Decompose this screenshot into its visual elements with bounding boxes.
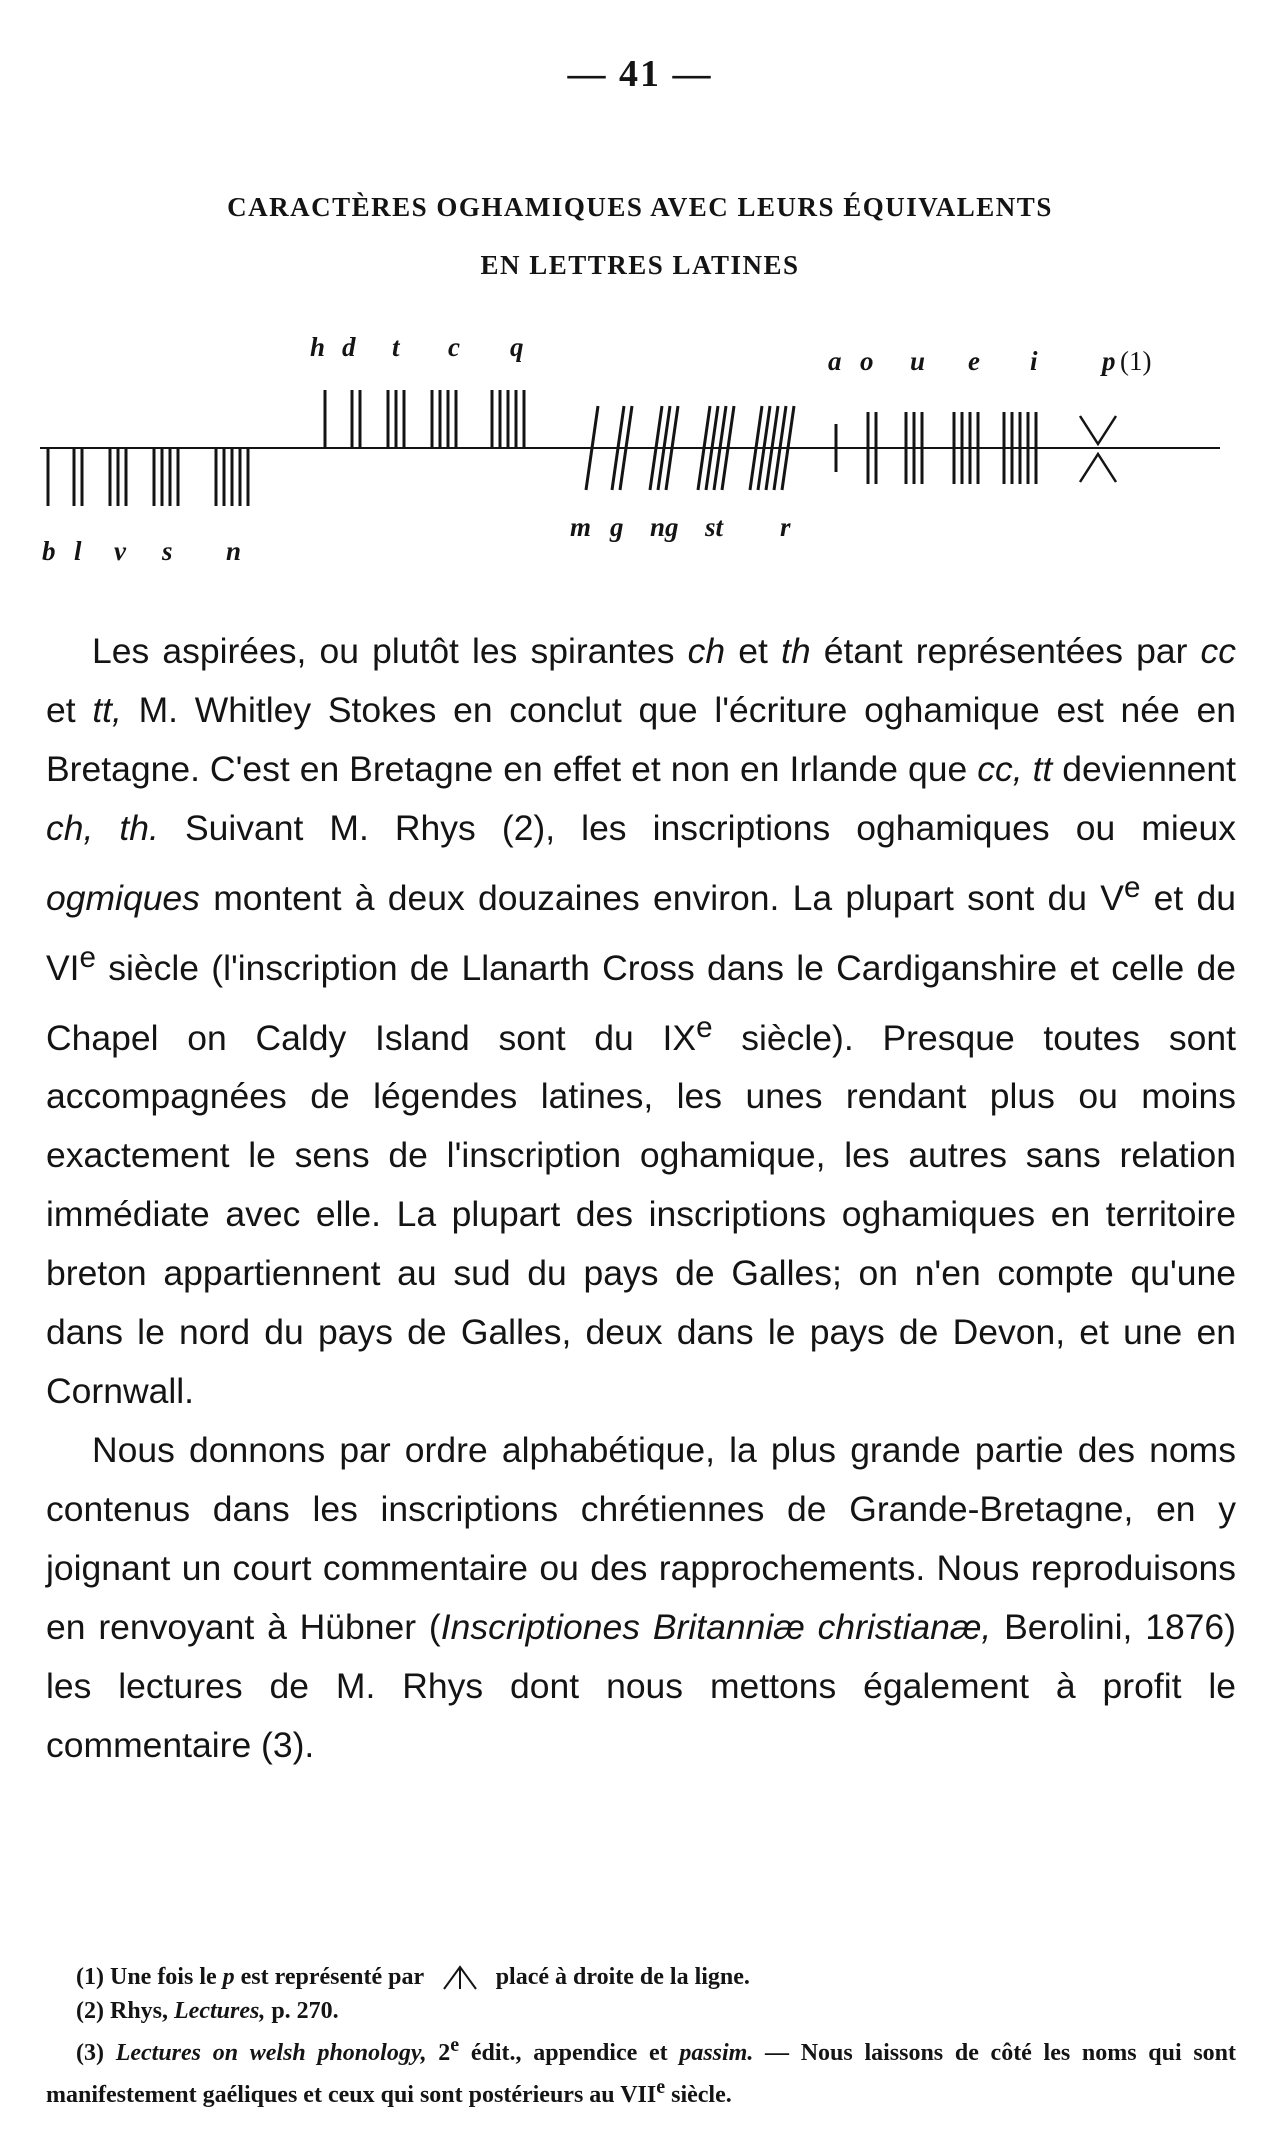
paragraph-2: Nous donnons par ordre alphabétique, la plus grande partie des noms contenus dans les inscriptions chrétiennes de Grande-Bretagne, en y joignant un court commentaire ou des rapprochements. Nous reproduisons en renvoyant à Hübner (Inscriptiones Britanniæ christianæ, Berolini, 1876) les lectures de M. Rhys dont nous mettons également à profit le commentaire (3). [46,1430,1236,1766]
label-i: i [1030,346,1038,376]
plate-title-line-1: CARACTÈRES OGHAMIQUES AVEC LEURS ÉQUIVALENTS [227,192,1053,222]
label-ng: ng [650,512,679,542]
footnote-1: (1) Une fois le p est représenté par placé à droite de la ligne. [46,1960,1236,1994]
label-a: a [828,346,842,376]
footnote-2: (2) Rhys, Lectures, p. 270. [76,1998,339,2024]
footnote-3: (3) Lectures on welsh phonology, 2e édit., appendice et passim. — Nous laissons de côté les noms qui sont manifestement gaéliques et ceux qui sont postérieurs au VIIe siècle. [46,2034,1237,2108]
p-symbol-icon [430,1963,490,1993]
label-b: b [42,536,56,566]
label-st: st [705,512,724,542]
ogham-diagram [40,320,1240,580]
label-l: l [74,536,82,566]
label-q: q [510,332,524,362]
footnotes [46,1960,1236,2112]
label-c: c [448,332,460,362]
paragraph-1: Les aspirées, ou plutôt les spirantes ch et th étant représentées par cc et tt, M. Whitley Stokes en conclut que l'écriture oghamique est née en Bretagne. C'est en Bretagne en effet et non en Irlande que cc, tt deviennent ch, th. Suivant M. Rhys (2), les inscriptions oghamiques ou mieux ogmiques montent à deux douzaines environ. La plupart sont du Ve et du VIe siècle (l'inscription de Llanarth Cross dans le Cardiganshire et celle de Chapel on Caldy Island sont du IXe siècle). Presque toutes sont accompagnées de légendes latines, les unes rendant plus ou moins exactement le sens de l'inscription oghamique, les autres sans relation immédiate avec elle. La plupart des inscriptions oghamiques en territoire breton appartiennent au sud du pays de Galles; on n'en compte qu'une dans le nord du pays de Galles, deux dans le pays de Devon, et une en Cornwall. [46,631,1237,1412]
label-h: h [310,332,326,362]
label-p: p [1102,346,1116,376]
label-e: e [968,346,980,376]
label-t: t [392,332,400,362]
plate-title-line-2: EN LETTRES LATINES [480,250,800,280]
ogham-strokes-below [48,448,248,506]
label-s: s [162,536,173,566]
main-text [46,622,1236,1775]
label-g: g [610,512,624,542]
plate-title [140,178,1140,294]
label-m: m [570,512,592,542]
label-o: o [860,346,874,376]
label-n: n [226,536,242,566]
label-r: r [780,512,791,542]
ogham-strokes-above [325,390,524,448]
page-number: — 41 — [567,53,713,95]
label-v: v [114,536,126,566]
label-d: d [342,332,356,362]
ogham-alphabet-figure [40,320,1240,580]
label-p-note: (1) [1120,346,1152,376]
label-u: u [910,346,926,376]
